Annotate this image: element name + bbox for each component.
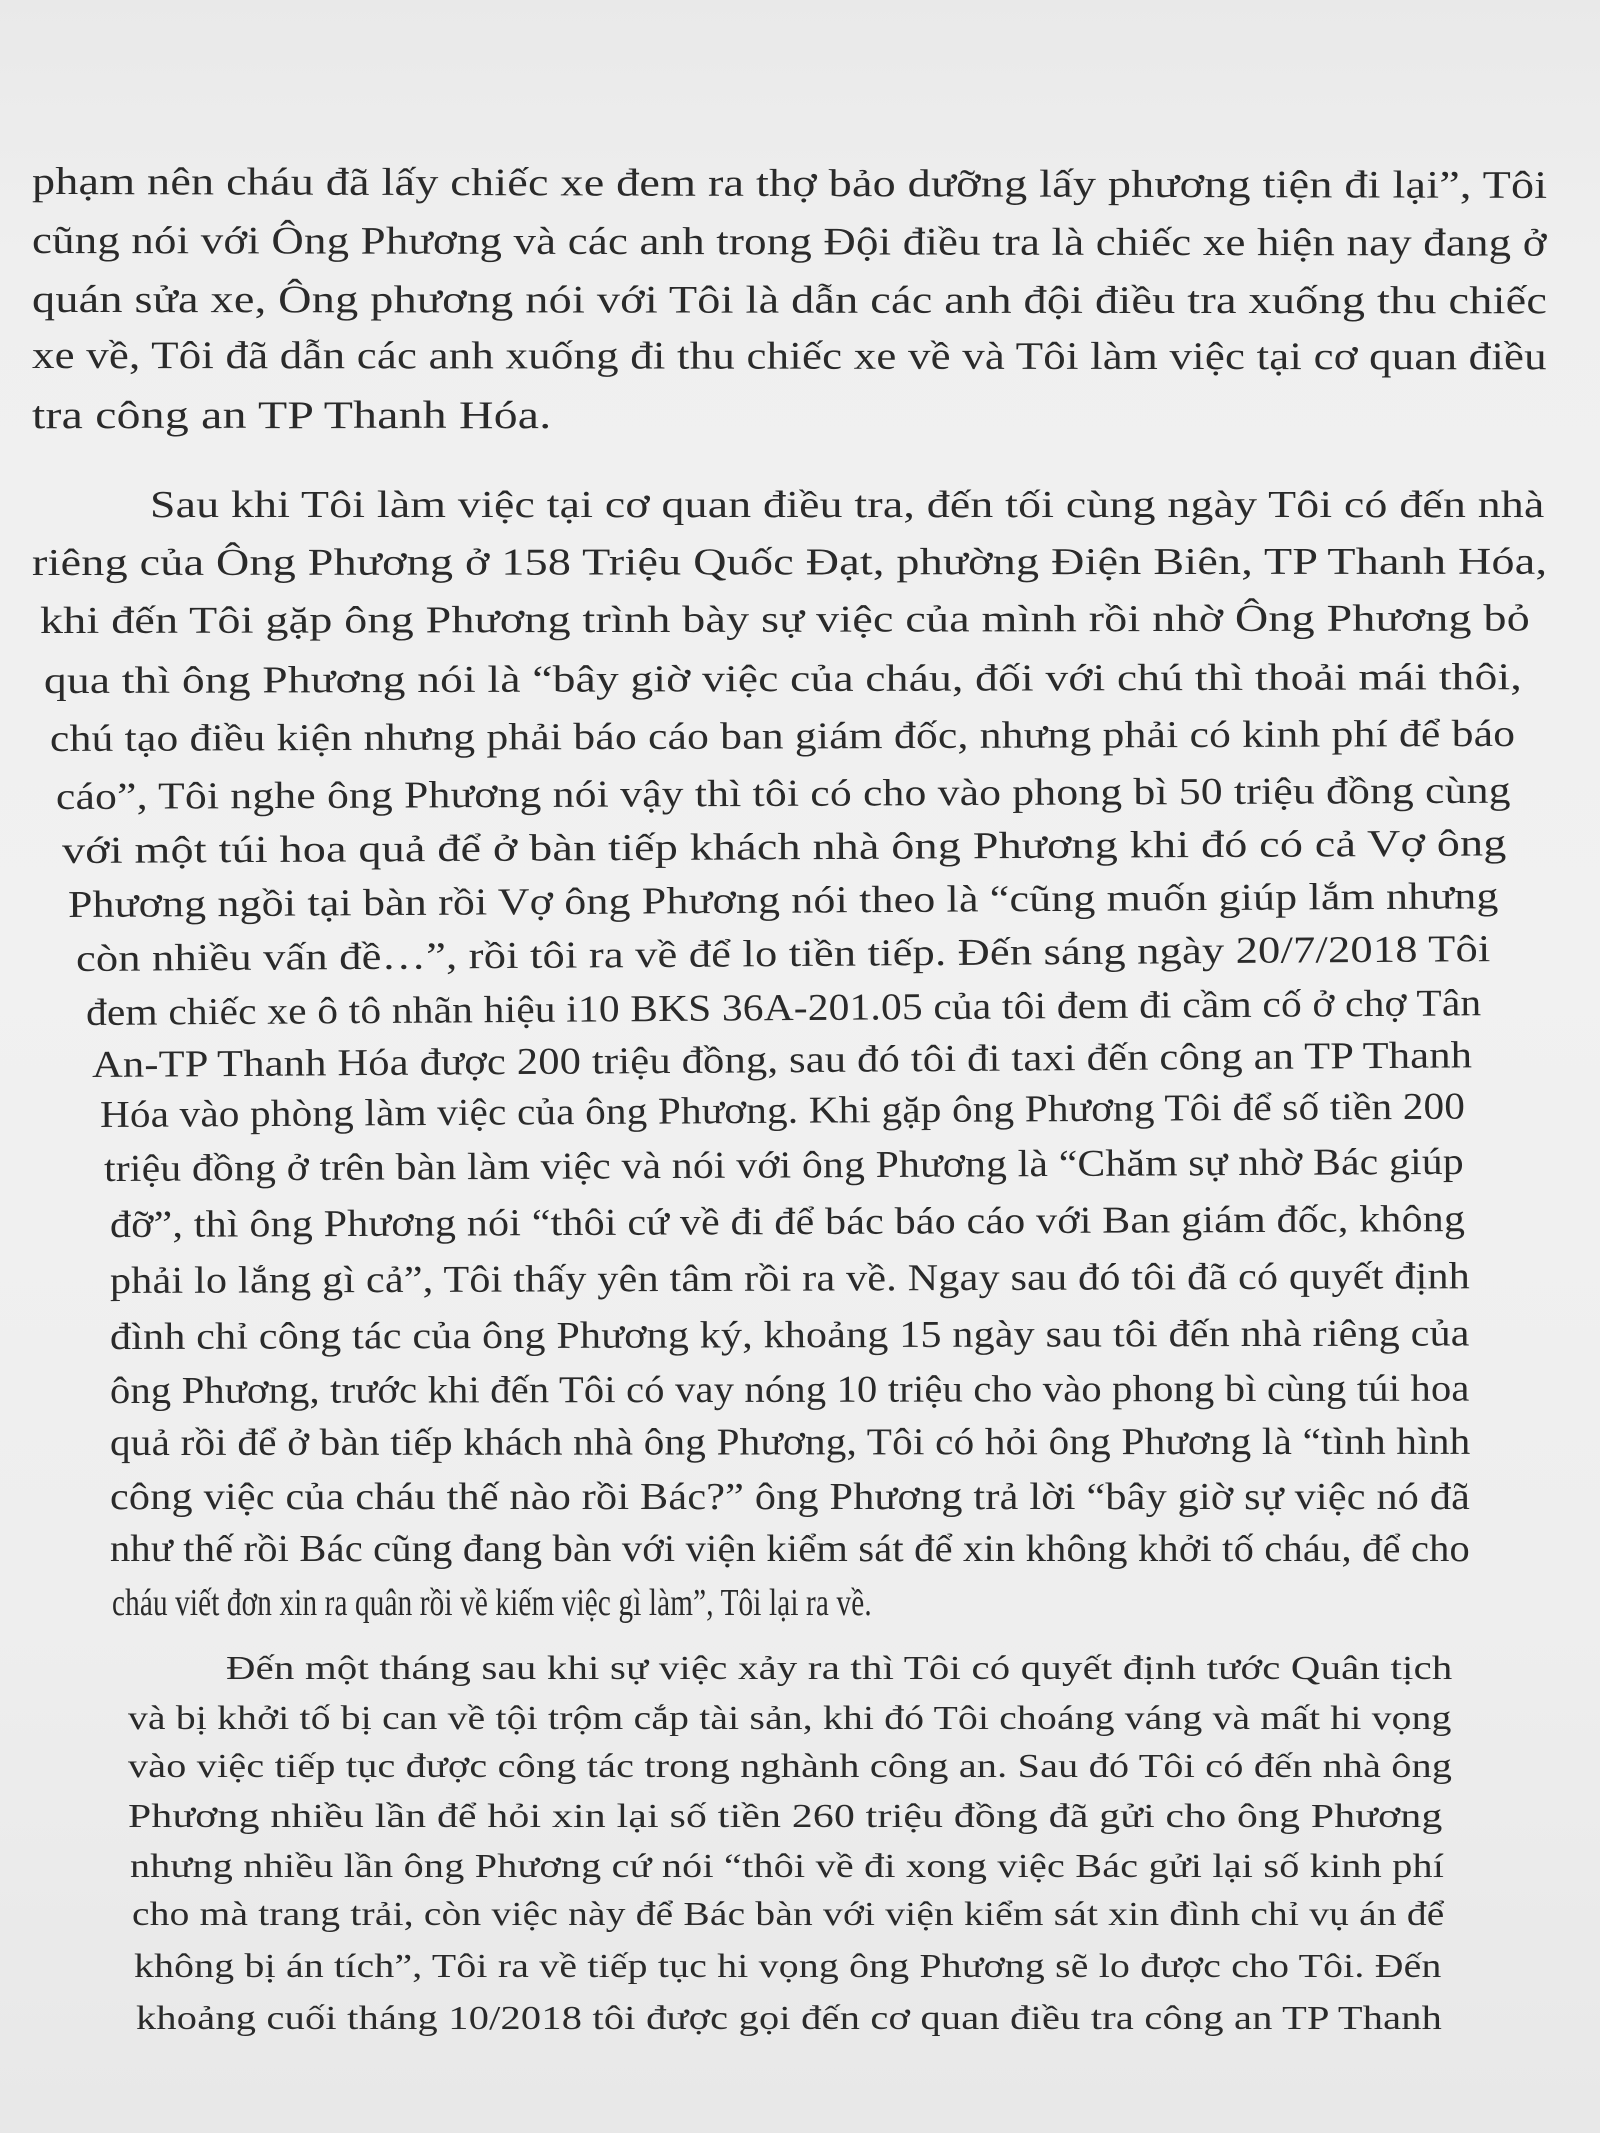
text-line: khoảng cuối tháng 10/2018 tôi được gọi đến cơ quan điều tra công an TP Thanh — [136, 2000, 1443, 2037]
text-line: cho mà trang trải, còn việc này để Bác bàn với viện kiểm sát xin đình chỉ vụ án để — [132, 1896, 1445, 1933]
text-line: Sau khi Tôi làm việc tại cơ quan điều tra, đến tối cùng ngày Tôi có đến nhà — [150, 484, 1545, 526]
text-line: nhưng nhiều lần ông Phương cứ nói “thôi về đi xong việc Bác gửi lại số kinh phí — [130, 1848, 1445, 1885]
text-line: còn nhiều vấn đề…”, rồi tôi ra về để lo tiền tiếp. Đến sáng ngày 20/7/2018 Tôi — [75, 928, 1491, 980]
text-line: vào việc tiếp tục được công tác trong nghành công an. Sau đó Tôi có đến nhà ông — [128, 1748, 1453, 1785]
text-line: với một túi hoa quả để ở bàn tiếp khách nhà ông Phương khi đó có cả Vợ ông — [61, 822, 1507, 872]
text-line: công việc của cháu thế nào rồi Bác?” ông Phương trả lời “bây giờ sự việc nó đã — [110, 1476, 1471, 1518]
text-line: triệu đồng ở trên bàn làm việc và nói với ông Phương là “Chăm sự nhờ Bác giúp — [103, 1140, 1464, 1190]
text-line: An-TP Thanh Hóa được 200 triệu đồng, sau đó tôi đi taxi đến công an TP Thanh — [91, 1034, 1473, 1086]
text-line: tra công an TP Thanh Hóa. — [32, 394, 552, 437]
text-line: quả rồi để ở bàn tiếp khách nhà ông Phương, Tôi có hỏi ông Phương là “tình hình — [109, 1420, 1471, 1464]
text-line: như thế rồi Bác cũng đang bàn với viện kiểm sát để xin không khởi tố cháu, để cho — [110, 1528, 1470, 1570]
text-line: cũng nói với Ông Phương và các anh trong Đội điều tra là chiếc xe hiện nay đang ở — [31, 219, 1547, 265]
text-line: quán sửa xe, Ông phương nói với Tôi là dẫn các anh đội điều tra xuống thu chiếc — [31, 278, 1548, 323]
text-line: riêng của Ông Phương ở 158 Triệu Quốc Đạt, phường Điện Biên, TP Thanh Hóa, — [31, 540, 1548, 584]
text-line: cáo”, Tôi nghe ông Phương nói vậy thì tôi có cho vào phong bì 50 triệu đồng cùng — [55, 769, 1511, 818]
text-line: cháu viết đơn xin ra quân rồi về kiếm việc gì làm”, Tôi lại ra về. — [112, 1582, 872, 1624]
text-line: không bị án tích”, Tôi ra về tiếp tục hi vọng ông Phương sẽ lo được cho Tôi. Đến — [134, 1948, 1442, 1985]
text-line: đỡ”, thì ông Phương nói “thôi cứ về đi để bác báo cáo với Ban giám đốc, không — [109, 1198, 1466, 1246]
text-line: khi đến Tôi gặp ông Phương trình bày sự việc của mình rồi nhờ Ông Phương bỏ — [39, 597, 1530, 642]
text-line: chú tạo điều kiện nhưng phải báo cáo ban giám đốc, nhưng phải có kinh phí để báo — [49, 712, 1516, 760]
text-line: đem chiếc xe ô tô nhãn hiệu i10 BKS 36A-201.05 của tôi đem đi cầm cố ở chợ Tân — [85, 982, 1482, 1034]
text-line: đình chỉ công tác của ông Phương ký, khoảng 15 ngày sau tôi đến nhà riêng của — [109, 1312, 1470, 1358]
text-line: Hóa vào phòng làm việc của ông Phương. Khi gặp ông Phương Tôi để số tiền 200 — [99, 1085, 1466, 1136]
text-line: qua thì ông Phương nói là “bây giờ việc của cháu, đối với chú thì thoải mái thôi, — [43, 656, 1522, 702]
text-line: Đến một tháng sau khi sự việc xảy ra thì Tôi có quyết định tước Quân tịch — [226, 1650, 1453, 1687]
text-line: phải lo lắng gì cả”, Tôi thấy yên tâm rồi ra về. Ngay sau đó tôi đã có quyết định — [109, 1255, 1471, 1302]
text-line: và bị khởi tố bị can về tội trộm cắp tài sản, khi đó Tôi choáng váng và mất hi vọng — [128, 1700, 1452, 1737]
text-line: ông Phương, trước khi đến Tôi có vay nóng 10 triệu cho vào phong bì cùng túi hoa — [109, 1367, 1470, 1412]
text-line: Phương ngồi tại bàn rồi Vợ ông Phương nói theo là “cũng muốn giúp lắm nhưng — [67, 875, 1499, 926]
text-line: Phương nhiều lần để hỏi xin lại số tiền 260 triệu đồng đã gửi cho ông Phương — [128, 1798, 1443, 1835]
text-line: xe về, Tôi đã dẫn các anh xuống đi thu chiếc xe về và Tôi làm việc tại cơ quan điều — [31, 334, 1547, 379]
text-line: phạm nên cháu đã lấy chiếc xe đem ra thợ bảo dưỡng lấy phương tiện đi lại”, Tôi — [31, 160, 1548, 207]
